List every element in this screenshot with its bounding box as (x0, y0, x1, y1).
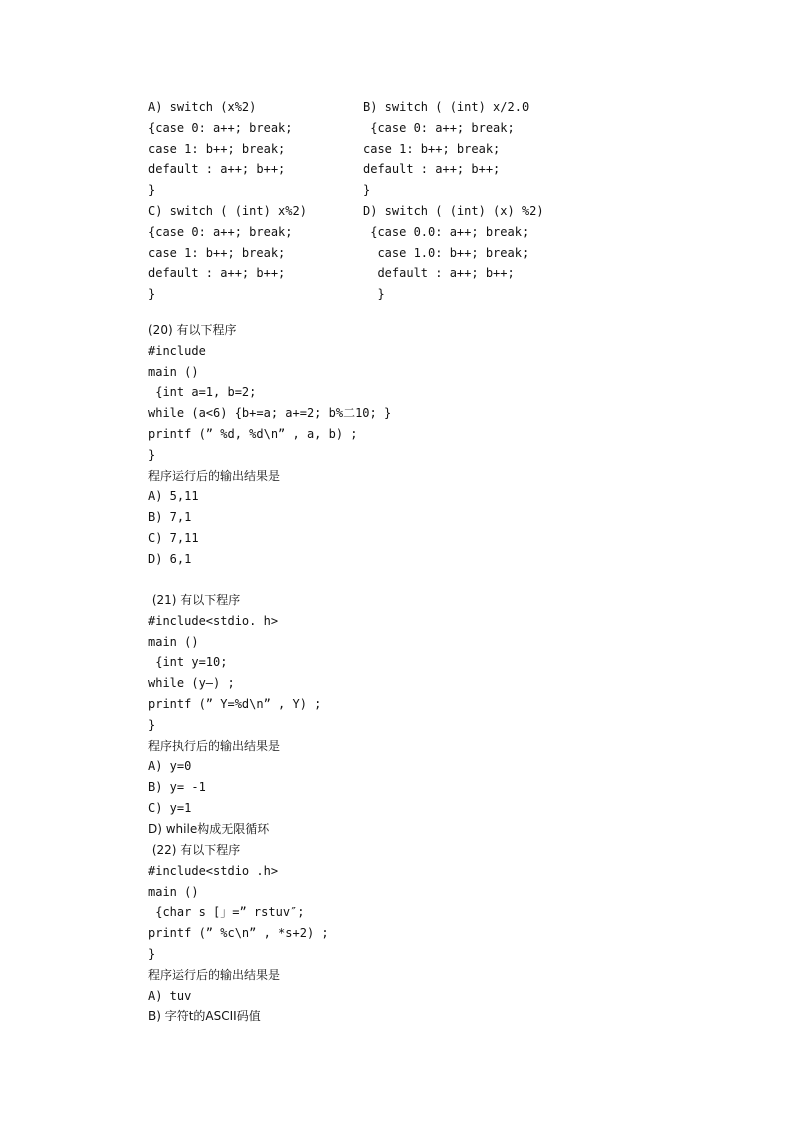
code-line: printf (” Y=%d\n” , Y) ; (148, 696, 322, 711)
q19-option-row (148, 284, 708, 305)
code-line: } (148, 946, 156, 961)
code-line: #include (148, 343, 206, 358)
question-21 (148, 590, 708, 840)
q19-right-line: default : a++; b++; (363, 162, 501, 177)
answer-option: D) 6,1 (148, 551, 192, 566)
q19-left-line: case 1: b++; break; (148, 245, 286, 260)
code-line: } (148, 717, 156, 732)
question-prompt: 程序执行后的输出结果是 (148, 738, 281, 753)
question-prompt: 程序运行后的输出结果是 (148, 967, 281, 982)
question-title: (21) 有以下程序 (148, 593, 241, 607)
q19-right-line: case 1.0: b++; break; (363, 245, 530, 260)
q19-right-line: {case 0.0: a++; break; (363, 224, 530, 239)
code-line: printf (” %c\n” , *s+2) ; (148, 926, 329, 941)
q19-left-line: } (148, 183, 156, 198)
q19-left-line: } (148, 287, 156, 302)
answer-option: B) 7,1 (148, 510, 192, 525)
question-prompt: 程序运行后的输出结果是 (148, 468, 281, 483)
q19-option-row (148, 97, 708, 118)
q19-option-row (148, 201, 708, 222)
answer-option: D) while构成无限循环 (148, 821, 270, 836)
answer-option: B) y= -1 (148, 780, 206, 795)
q19-option-row (148, 180, 708, 201)
question-22 (148, 840, 708, 1027)
code-line: {int a=1, b=2; (148, 385, 257, 400)
question-title: (22) 有以下程序 (148, 843, 241, 857)
q19-left-line: default : a++; b++; (148, 266, 286, 281)
q19-option-row (148, 263, 708, 284)
code-line: main () (148, 364, 199, 379)
q19-left-line: default : a++; b++; (148, 162, 286, 177)
q19-left-line: C) switch ( (int) x%2) (148, 203, 307, 218)
q19-option-row (148, 159, 708, 180)
code-line: main () (148, 634, 199, 649)
answer-option: C) 7,11 (148, 530, 199, 545)
q19-right-line: B) switch ( (int) x/2.0 (363, 100, 530, 114)
answer-option: A) y=0 (148, 759, 192, 774)
code-line: {char s [」=” rstuv″; (148, 905, 305, 920)
code-line: while (y—) ; (148, 676, 235, 691)
answer-option: A) 5,11 (148, 489, 199, 504)
q19-option-row (148, 118, 708, 139)
q19-right-line: case 1: b++; break; (363, 141, 501, 156)
q19-option-columns (148, 97, 708, 305)
q19-right-line: } (363, 287, 385, 302)
q19-left-line: {case 0: a++; break; (148, 120, 293, 135)
code-line: {int y=10; (148, 655, 228, 670)
answer-option: B) 字符t的ASCII码值 (148, 1009, 261, 1024)
q19-option-row (148, 243, 708, 264)
code-line: #include<stdio .h> (148, 863, 279, 878)
answer-option: C) y=1 (148, 800, 192, 815)
q19-option-row (148, 139, 708, 160)
question-title: (20) 有以下程序 (148, 323, 237, 337)
question-20 (148, 320, 708, 570)
code-line: printf (” %d, %d\n” , a, b) ; (148, 426, 358, 441)
q19-left-line: case 1: b++; break; (148, 141, 286, 156)
q19-right-line: {case 0: a++; break; (363, 120, 515, 135)
q19-left-line: A) switch (x%2) (148, 100, 257, 114)
q19-option-row (148, 222, 708, 243)
q19-right-line: } (363, 183, 371, 198)
code-line: while (a<6) {b+=a; a+=2; b%二10; } (148, 406, 392, 421)
code-line: #include<stdio. h> (148, 613, 279, 628)
answer-option: A) tuv (148, 988, 192, 1003)
q19-left-line: {case 0: a++; break; (148, 224, 293, 239)
q19-right-line: default : a++; b++; (363, 266, 515, 281)
code-line: } (148, 447, 156, 462)
code-line: main () (148, 884, 199, 899)
q19-right-line: D) switch ( (int) (x) %2) (363, 203, 544, 218)
